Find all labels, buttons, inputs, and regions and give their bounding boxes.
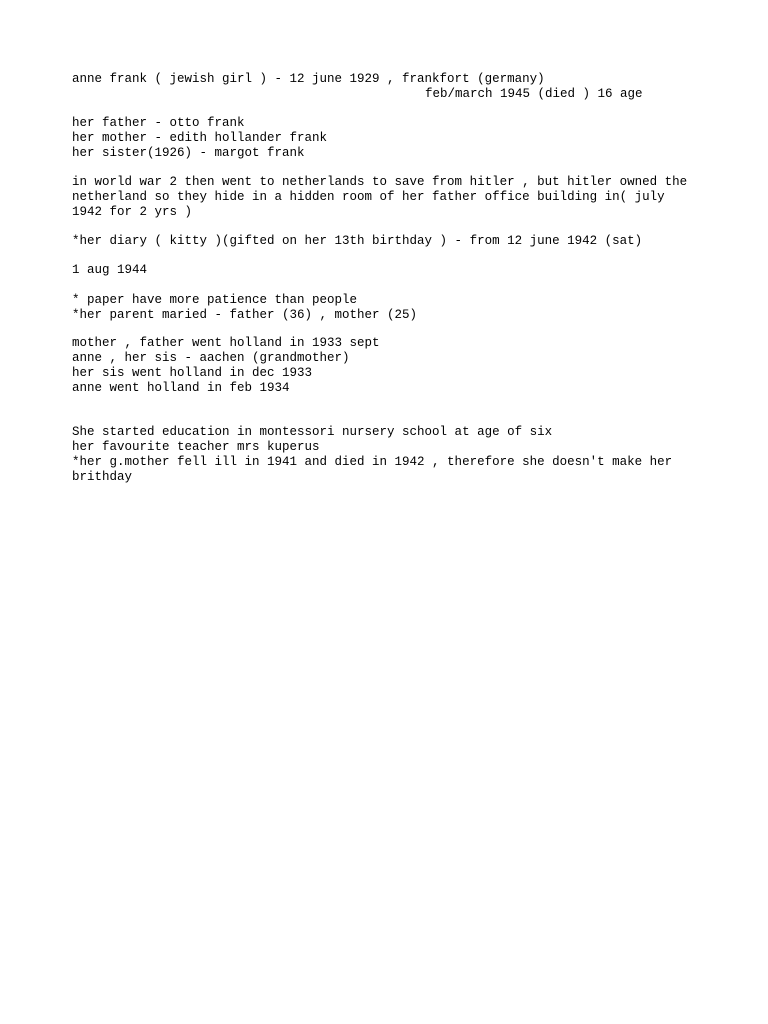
- text-line: in world war 2 then went to netherlands to save from hitler , but hitler owned the: [72, 175, 688, 189]
- text-line: *her g.mother fell ill in 1941 and died in 1942 , therefore she doesn't make her: [72, 455, 673, 469]
- text-line: 1942 for 2 yrs ): [72, 205, 193, 219]
- text-line: anne frank ( jewish girl ) - 12 june 1929 , frankfort (germany): [72, 72, 545, 86]
- text-line: *her parent maried - father (36) , mother (25): [72, 308, 418, 322]
- text-line: her favourite teacher mrs kuperus: [72, 440, 320, 454]
- text-line: anne went holland in feb 1934: [72, 381, 290, 395]
- text-line: She started education in montessori nursery school at age of six: [72, 425, 553, 439]
- text-line: her sister(1926) - margot frank: [72, 146, 305, 160]
- text-line: her mother - edith hollander frank: [72, 131, 328, 145]
- text-line: feb/march 1945 (died ) 16 age: [425, 87, 643, 101]
- text-line: anne , her sis - aachen (grandmother): [72, 351, 350, 365]
- text-line: * paper have more patience than people: [72, 293, 358, 307]
- text-line: her sis went holland in dec 1933: [72, 366, 313, 380]
- text-line: 1 aug 1944: [72, 263, 148, 277]
- text-line: mother , father went holland in 1933 sept: [72, 336, 380, 350]
- text-line: her father - otto frank: [72, 116, 245, 130]
- text-line: brithday: [72, 470, 133, 484]
- text-line: netherland so they hide in a hidden room of her father office building in( july: [72, 190, 665, 204]
- text-line: *her diary ( kitty )(gifted on her 13th birthday ) - from 12 june 1942 (sat): [72, 234, 643, 248]
